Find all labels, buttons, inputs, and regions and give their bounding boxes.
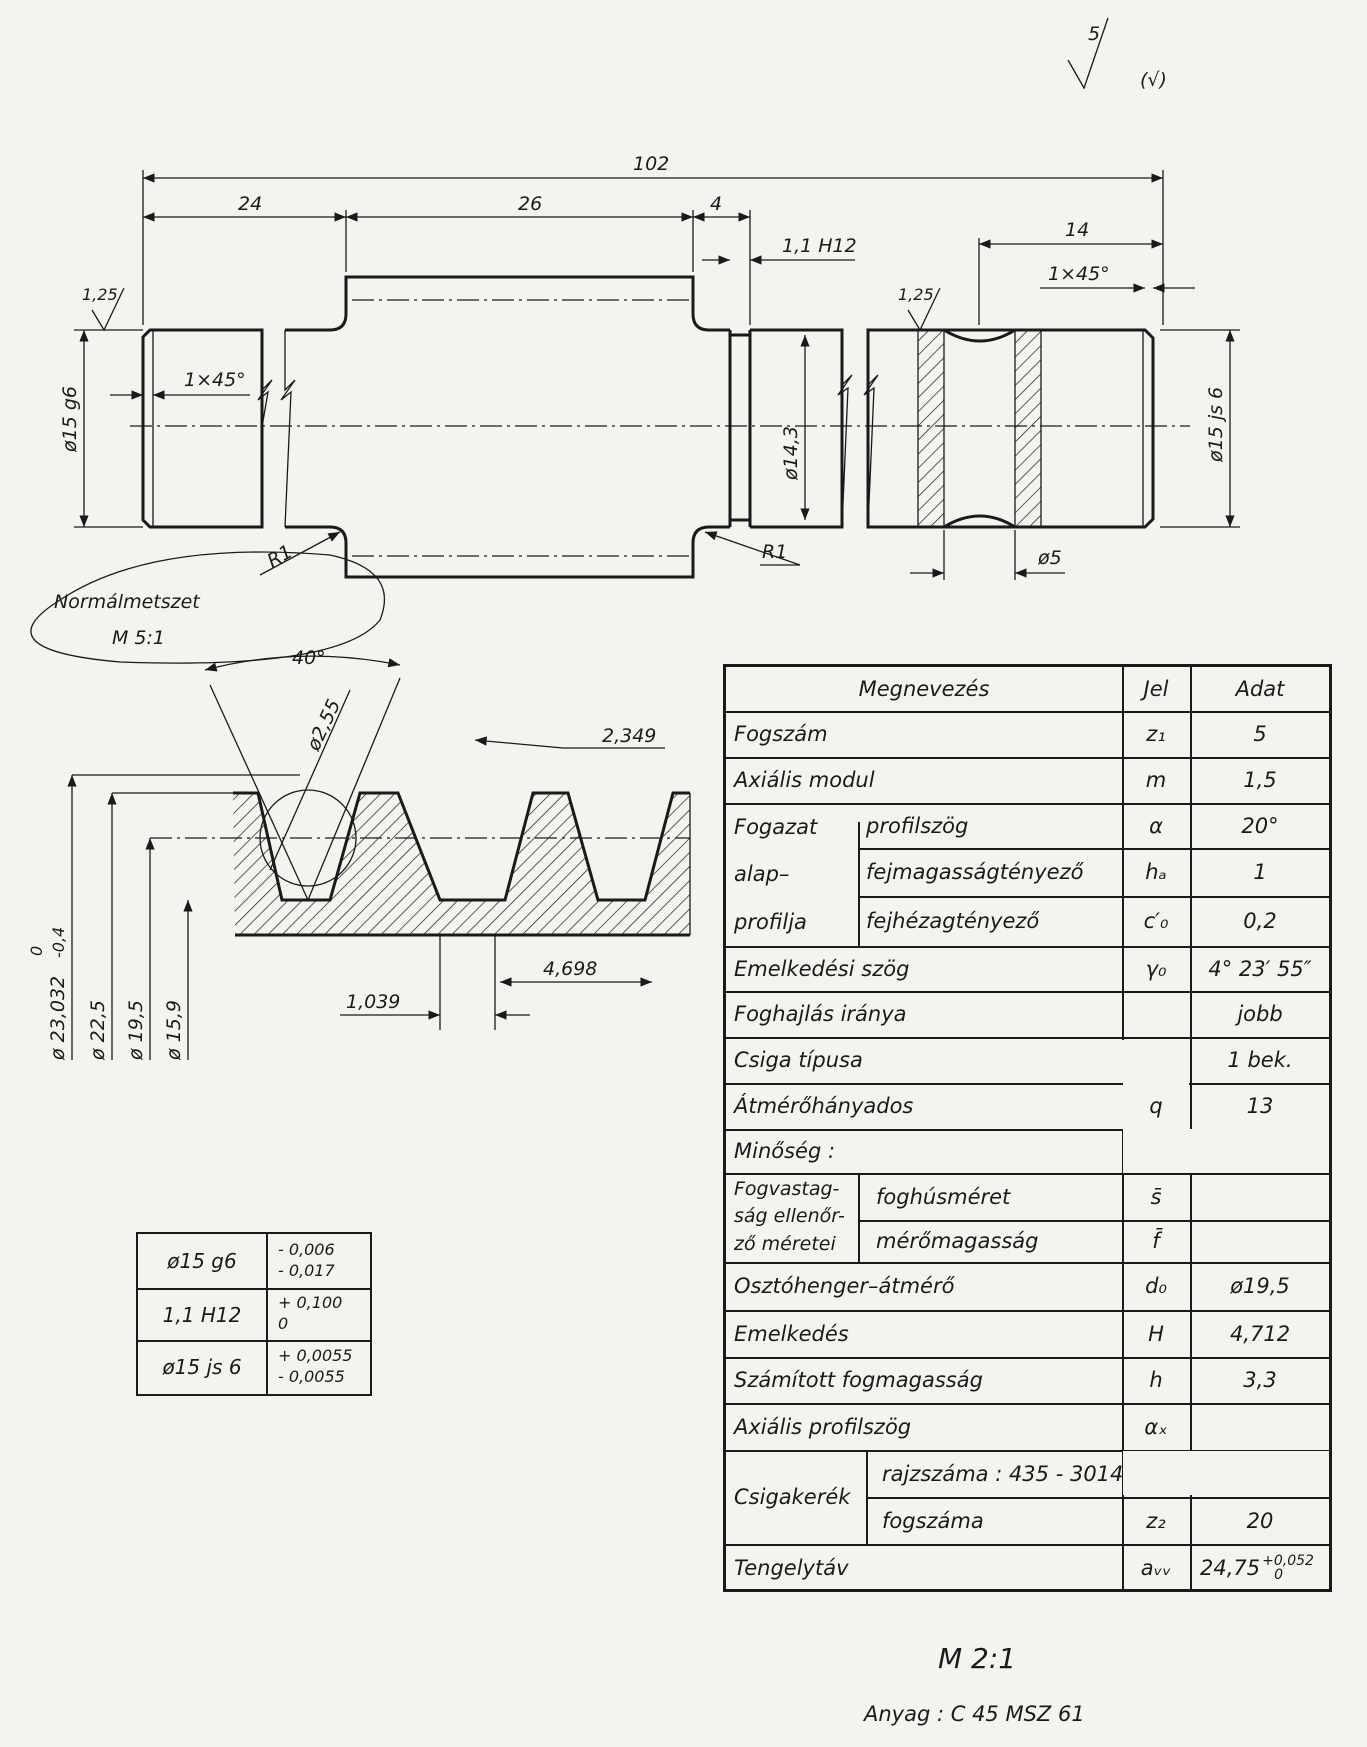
section-label <box>31 552 385 663</box>
row-symbol: q <box>1149 1094 1163 1118</box>
group-label: profilja <box>734 909 807 934</box>
row-name: profilszög <box>866 813 969 838</box>
row-value: ø19,5 <box>1230 1274 1290 1298</box>
row-value: 20 <box>1246 1508 1274 1533</box>
tol-name: 1,1 H12 <box>162 1303 242 1327</box>
row-name: fejmagasságtényező <box>866 860 1084 884</box>
roughness-value: 5 <box>1088 23 1101 45</box>
row-symbol: α <box>1149 813 1163 838</box>
tolerance-table <box>136 1232 372 1396</box>
tol-dev: + 0,0055 - 0,0055 <box>278 1346 353 1386</box>
header-name: Megnevezés <box>858 677 990 701</box>
dim-dia-hole: ø5 <box>1038 547 1062 569</box>
dim-radius-left: R1 <box>263 540 297 573</box>
tol-name: ø15 js 6 <box>162 1355 242 1379</box>
dim-radius-right: R1 <box>762 541 788 563</box>
group-label: ző méretei <box>734 1233 836 1255</box>
section-title: Normálmetszet <box>54 591 200 613</box>
row-name: Minőség : <box>734 1139 836 1163</box>
row-symbol: s̄ <box>1150 1184 1162 1209</box>
shaft-view <box>59 153 1240 580</box>
parameter-table <box>723 664 1332 1592</box>
scale-label: M 2:1 <box>938 1642 1017 1675</box>
dim-chamfer-right: 1×45° <box>1048 263 1110 285</box>
dim-groove-width: 1,1 H12 <box>782 235 857 257</box>
dim-total-length: 102 <box>633 153 670 175</box>
row-symbol: γ₀ <box>1145 956 1167 981</box>
section-scale: M 5:1 <box>112 627 166 649</box>
dim-dia-left: ø15 g6 <box>59 386 81 452</box>
dim-angle: 40° <box>292 647 326 669</box>
tol-dev: - 0,006 - 0,017 <box>278 1240 335 1280</box>
dim-root-width: 1,039 <box>346 991 401 1013</box>
row-symbol: m <box>1145 768 1167 792</box>
row-name: mérőmagasság <box>876 1229 1039 1253</box>
group-label: ság ellenőr- <box>734 1205 845 1227</box>
dim-pitch: 2,349 <box>602 725 657 747</box>
row-name: foghúsméret <box>876 1184 1011 1209</box>
row-symbol: αₓ <box>1144 1414 1168 1439</box>
header-value: Adat <box>1235 677 1285 701</box>
tooth-profile <box>27 647 690 1061</box>
dim-middle-length: 26 <box>518 193 543 215</box>
row-name: Axiális modul <box>734 768 875 792</box>
row-name: Axiális profilszög <box>734 1414 912 1439</box>
material-label: Anyag : C 45 MSZ 61 <box>864 1702 1085 1726</box>
dim-left-length: 24 <box>238 193 263 215</box>
dim-groove-offset: 4 <box>710 193 723 215</box>
row-name: Osztóhenger–átmérő <box>734 1274 955 1298</box>
dim-right-length: 14 <box>1065 219 1090 241</box>
row-name: fejhézagtényező <box>866 909 1040 933</box>
row-symbol: f̄ <box>1152 1229 1160 1253</box>
dim-ball-dia: ø2,55 <box>302 695 346 755</box>
row-symbol: aᵥᵥ <box>1140 1555 1172 1580</box>
row-value: 20° <box>1241 813 1279 838</box>
dim-dia-groove: ø14,3 <box>780 426 802 480</box>
dim-chamfer-left: 1×45° <box>184 369 246 391</box>
row-name: Számított fogmagasság <box>734 1368 983 1392</box>
dim-d-outer-lower: -0,4 <box>49 926 68 958</box>
row-name: Foghajlás iránya <box>734 1002 907 1026</box>
group-label: Fogazat <box>734 814 818 839</box>
row-name: fogszáma <box>882 1508 984 1533</box>
row-value: 13 <box>1246 1094 1274 1118</box>
tol-dev: + 0,100 0 <box>278 1293 343 1333</box>
row-symbol: d₀ <box>1145 1274 1167 1298</box>
row-value: 1 <box>1253 860 1267 884</box>
row-value: 4° 23′ 55″ <box>1208 956 1312 981</box>
dim-d-root: ø 15,9 <box>163 1000 185 1060</box>
group-label: alap– <box>734 861 790 886</box>
dim-d-outer: ø 23,032 <box>47 975 69 1060</box>
row-name: Tengelytáv <box>734 1555 849 1580</box>
roughness-right: 1,25 <box>898 285 934 304</box>
row-value: 3,3 <box>1243 1368 1277 1392</box>
row-value: 1 bek. <box>1227 1048 1293 1072</box>
dim-d-pitch: ø 19,5 <box>125 1000 147 1060</box>
row-value: jobb <box>1237 1002 1283 1026</box>
roughness-left: 1,25 <box>82 285 118 304</box>
row-symbol: z₂ <box>1146 1508 1166 1533</box>
row-name: Emelkedési szög <box>734 956 910 981</box>
row-value: 4,712 <box>1229 1321 1291 1346</box>
group-label: Fogvastag- <box>734 1178 840 1200</box>
row-value: 1,5 <box>1243 768 1277 792</box>
row-symbol: h <box>1149 1368 1163 1392</box>
row-symbol: hₐ <box>1145 860 1167 884</box>
dim-d-tip: ø 22,5 <box>87 1000 109 1060</box>
row-name: rajzszáma : 435 - 3014 <box>882 1461 1124 1486</box>
group-label: Csigakerék <box>734 1485 851 1509</box>
row-name: Csiga típusa <box>734 1048 863 1072</box>
header-symbol: Jel <box>1143 677 1169 701</box>
surface-roughness-symbol <box>1068 18 1167 91</box>
row-symbol: z₁ <box>1146 722 1166 746</box>
dim-d-outer-upper: 0 <box>27 945 46 956</box>
row-value: 24,75 +0,052 0 <box>1200 1552 1314 1583</box>
row-symbol: H <box>1148 1321 1164 1346</box>
tol-name: ø15 g6 <box>167 1249 237 1273</box>
row-value: 0,2 <box>1243 909 1277 933</box>
row-name: Átmérőhányados <box>734 1094 914 1118</box>
dim-lead: 4,698 <box>543 958 598 980</box>
roughness-suffix: (√) <box>1140 69 1167 91</box>
row-name: Fogszám <box>734 722 828 746</box>
row-value: 5 <box>1253 722 1267 746</box>
row-name: Emelkedés <box>734 1321 849 1346</box>
dim-dia-right: ø15 js 6 <box>1205 386 1227 462</box>
row-symbol: c′₀ <box>1143 909 1169 933</box>
